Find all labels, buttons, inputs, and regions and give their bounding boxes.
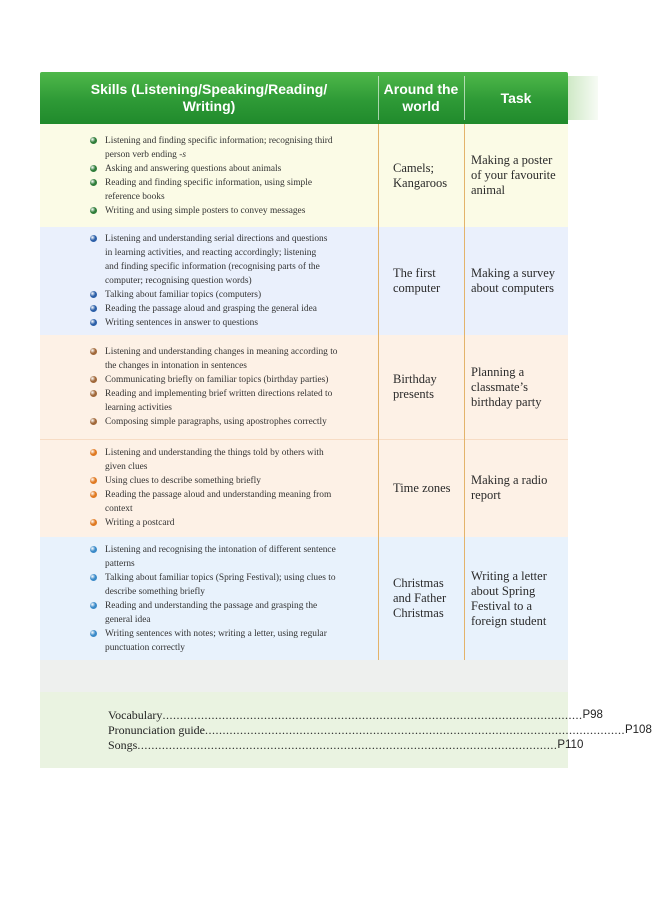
column-divider <box>464 124 465 227</box>
skill-item <box>90 488 375 516</box>
skill-item <box>90 516 375 530</box>
bullet-icon <box>90 602 97 609</box>
index-entry <box>108 708 603 723</box>
bullet-icon <box>90 491 97 498</box>
skill-text-line: Reading and implementing brief written directions related to <box>105 389 333 399</box>
header-skills-line1: Skills (Listening/Speaking/Reading/ <box>90 81 328 97</box>
around-the-world-cell <box>393 439 461 537</box>
task-text-line: Writing a letter <box>471 568 547 583</box>
index-entry <box>108 738 584 753</box>
skills-cell <box>90 439 375 537</box>
table-row <box>40 335 568 439</box>
skill-text-line: context <box>105 504 133 514</box>
bullet-icon <box>90 207 97 214</box>
index-dot-leader: ........................................................................................................................ <box>162 708 583 722</box>
skill-item <box>90 415 375 429</box>
world-text-line: Christmas <box>393 606 444 620</box>
bullet-icon <box>90 165 97 172</box>
world-text-line: and Father <box>393 591 447 605</box>
skill-text-line: Reading the passage aloud and grasping the general idea <box>105 304 317 314</box>
world-text-line: computer <box>393 281 441 295</box>
skill-item <box>90 204 375 218</box>
skill-text-line: Writing sentences in answer to questions <box>105 318 258 328</box>
column-divider <box>378 537 379 660</box>
skill-item <box>90 387 375 415</box>
bullet-icon <box>90 546 97 553</box>
index-page-number: P110 <box>557 739 584 751</box>
bullet-icon <box>90 630 97 637</box>
skill-item <box>90 599 375 627</box>
skill-text-line: punctuation correctly <box>105 642 185 653</box>
skill-text-line: in learning activities, and reacting accordingly; listening <box>105 248 317 258</box>
bullet-icon <box>90 235 97 242</box>
bullet-icon <box>90 519 97 526</box>
bullet-icon <box>90 291 97 298</box>
skill-text-line: Listening and finding specific information; recognising third <box>105 135 333 146</box>
skill-item <box>90 232 375 288</box>
skill-text-line: Reading the passage aloud and understanding meaning from <box>105 490 332 500</box>
skill-item <box>90 446 375 474</box>
skill-item <box>90 627 375 655</box>
skills-cell <box>90 227 375 335</box>
table-row <box>40 439 568 537</box>
task-text-line: Making a radio <box>471 473 548 487</box>
skill-text-line: describe something briefly <box>105 586 205 597</box>
header-world-line1: Around the <box>383 81 459 97</box>
skill-text-line: Writing and using simple posters to convey messages <box>105 205 306 216</box>
bullet-icon <box>90 418 97 425</box>
syllabus-table <box>40 72 652 768</box>
skill-text-line: Talking about familiar topics (Spring Festival); using clues to <box>105 572 336 583</box>
index-entry <box>108 723 652 738</box>
skill-text-line: Communicating briefly on familiar topics (birthday parties) <box>105 375 329 385</box>
bullet-icon <box>90 319 97 326</box>
bullet-icon <box>90 179 97 186</box>
skill-item <box>90 543 375 571</box>
column-divider <box>464 227 465 335</box>
bullet-icon <box>90 390 97 397</box>
task-text-line: Festival to a <box>471 598 533 613</box>
task-text-line: report <box>471 488 501 502</box>
task-cell <box>471 124 563 227</box>
table-row <box>40 124 568 227</box>
skill-text-line: person verb ending -s <box>105 149 186 160</box>
around-the-world-cell <box>393 124 461 227</box>
column-divider <box>378 335 379 439</box>
skill-text-line: general idea <box>105 614 151 625</box>
index-page-number: P98 <box>582 709 603 721</box>
table-header <box>40 72 568 124</box>
skill-text-line: Writing sentences with notes; writing a letter, using regular <box>105 628 327 639</box>
header-tail <box>568 76 598 120</box>
index-label: Pronunciation guide <box>108 723 205 737</box>
skill-item <box>90 345 375 373</box>
blank-band <box>40 660 568 692</box>
task-cell <box>471 537 563 660</box>
world-text-line: presents <box>393 387 434 401</box>
skill-text-line: Listening and recognising the intonation of different sentence <box>105 544 336 555</box>
world-text-line: Birthday <box>393 372 437 386</box>
skills-cell <box>90 124 375 227</box>
task-text-line: Making a survey <box>471 266 556 280</box>
skill-item <box>90 571 375 599</box>
skill-item <box>90 474 375 488</box>
bullet-icon <box>90 449 97 456</box>
skill-item <box>90 288 375 302</box>
skill-text-line: Composing simple paragraphs, using apostrophes correctly <box>105 417 327 427</box>
world-text-line: Christmas <box>393 576 444 590</box>
index-dot-leader: ........................................................................................................................ <box>137 738 558 752</box>
skill-text-line: Writing a postcard <box>105 518 175 528</box>
around-the-world-cell <box>393 537 461 660</box>
world-text-line: Camels; <box>393 160 434 175</box>
world-text-line: Time zones <box>393 480 451 495</box>
table-row <box>40 227 568 335</box>
task-cell <box>471 439 563 537</box>
skills-cell <box>90 335 375 439</box>
skill-text-line: Talking about familiar topics (computers) <box>105 290 262 300</box>
skill-text-line: Reading and understanding the passage and grasping the <box>105 600 318 611</box>
header-skills-line2: Writing) <box>182 98 236 114</box>
skill-text-line: learning activities <box>105 403 172 413</box>
task-text-line: animal <box>471 183 506 197</box>
skill-text-line: Listening and understanding changes in meaning according to <box>105 347 338 357</box>
task-cell <box>471 335 563 439</box>
skills-cell <box>90 537 375 660</box>
skill-item <box>90 162 375 176</box>
index-label: Vocabulary <box>108 708 163 722</box>
column-divider <box>378 124 379 227</box>
world-text-line: The first <box>393 266 436 280</box>
skill-text-line: the changes in intonation in sentences <box>105 361 247 371</box>
column-divider <box>464 537 465 660</box>
task-cell <box>471 227 563 335</box>
bullet-icon <box>90 348 97 355</box>
header-task-label: Task <box>500 89 532 106</box>
task-text-line: about computers <box>471 281 554 295</box>
task-text-line: about Spring <box>471 583 536 598</box>
skill-text-line: Listening and understanding the things told by others with <box>105 448 324 458</box>
bullet-icon <box>90 477 97 484</box>
around-the-world-cell <box>393 335 461 439</box>
bullet-icon <box>90 305 97 312</box>
skill-text-line: patterns <box>105 558 135 569</box>
skill-text-line: Listening and understanding serial directions and questions <box>105 234 328 244</box>
bullet-icon <box>90 137 97 144</box>
skill-item <box>90 373 375 387</box>
task-text-line: Making a poster <box>471 153 553 167</box>
index-dot-leader: ........................................................................................................................ <box>204 723 625 737</box>
column-divider <box>378 439 379 537</box>
skill-text-line: reference books <box>105 191 165 202</box>
skill-text-line: computer; recognising question words) <box>105 276 252 286</box>
task-text-line: Planning a <box>471 364 525 379</box>
task-text-line: classmate’s <box>471 379 528 394</box>
header-skills <box>40 72 378 124</box>
skill-text-line: Asking and answering questions about animals <box>105 163 282 174</box>
bullet-icon <box>90 376 97 383</box>
skill-item <box>90 302 375 316</box>
skill-text-line: Using clues to describe something briefly <box>105 476 261 486</box>
header-world-line2: world <box>402 98 440 114</box>
index-page-number: P108 <box>624 724 652 736</box>
skill-item <box>90 316 375 330</box>
column-divider <box>464 439 465 537</box>
task-text-line: of your favourite <box>471 168 556 182</box>
index-footer <box>40 692 652 768</box>
skill-text-line: given clues <box>105 462 148 472</box>
around-the-world-cell <box>393 227 461 335</box>
header-task <box>464 72 568 124</box>
task-text-line: foreign student <box>471 613 547 628</box>
world-text-line: Kangaroos <box>393 175 448 190</box>
column-divider <box>378 227 379 335</box>
task-text-line: birthday party <box>471 394 542 409</box>
bullet-icon <box>90 574 97 581</box>
skill-text-line: Reading and finding specific information, using simple <box>105 177 312 188</box>
skill-text-line: and finding specific information (recognising parts of the <box>105 262 320 272</box>
skill-item <box>90 176 375 204</box>
header-around-the-world <box>378 72 464 124</box>
index-label: Songs <box>108 738 138 752</box>
table-row <box>40 537 568 660</box>
skill-item <box>90 134 375 162</box>
column-divider <box>464 335 465 439</box>
